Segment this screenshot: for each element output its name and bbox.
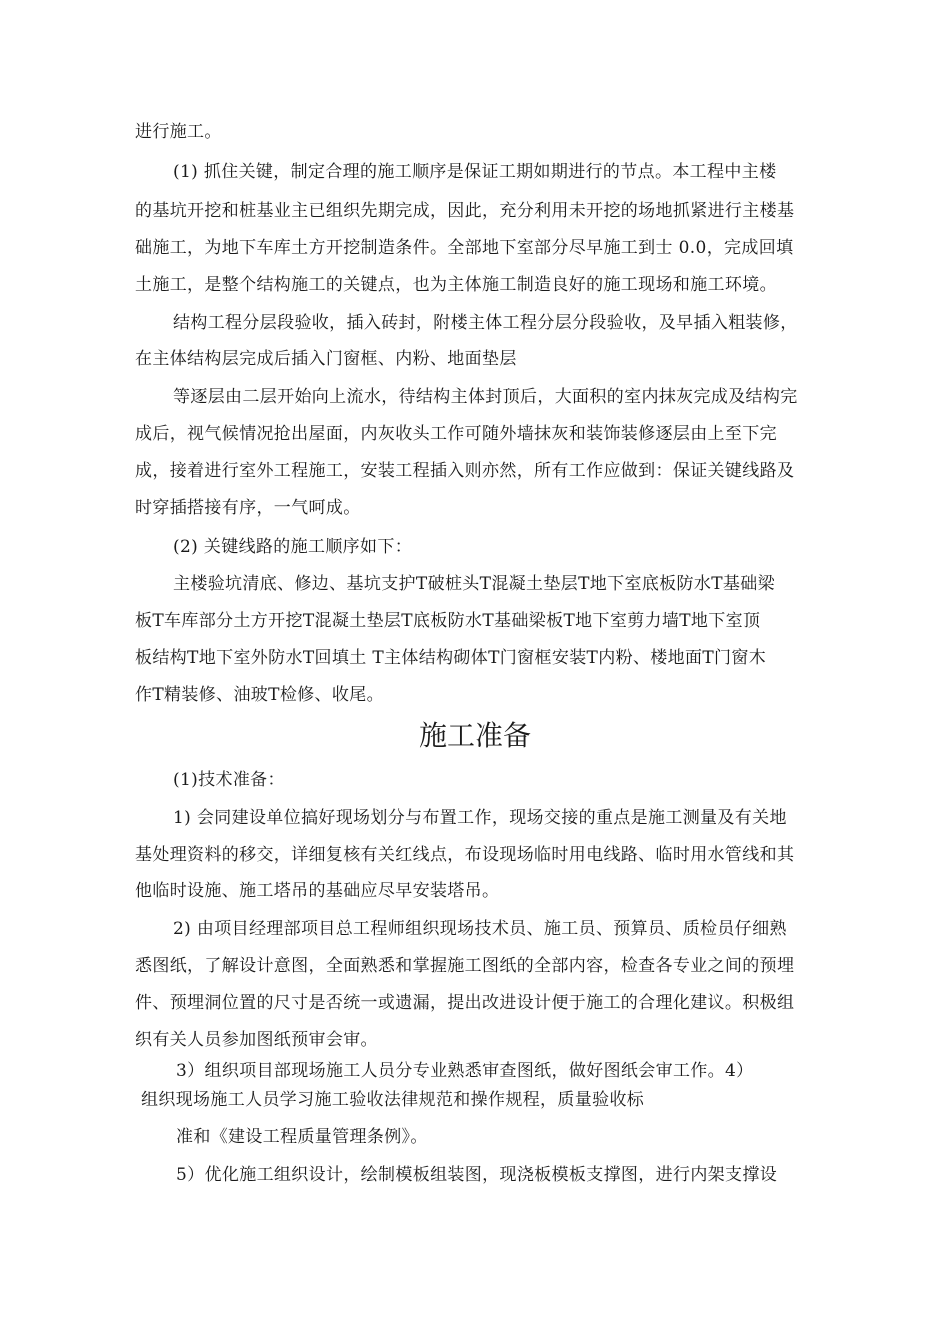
- text-line: 时穿插搭接有序，一气呵成。: [135, 498, 361, 518]
- text-line: 的基坑开挖和桩基业主已组织先期完成，因此，充分利用未开挖的场地抓紧进行主楼基: [135, 201, 795, 221]
- text-line: 成，接着进行室外工程施工，安装工程插入则亦然，所有工作应做到：保证关键线路及: [135, 461, 795, 481]
- text-line: 悉图纸，了解设计意图，全面熟悉和掌握施工图纸的全部内容，检查各专业之间的预埋: [135, 956, 795, 976]
- text-line: 进行施工。: [135, 122, 222, 142]
- text-line: (1) 抓住关键，制定合理的施工顺序是保证工期如期进行的节点。本工程中主楼: [173, 162, 777, 182]
- text-line: 板T车库部分土方开挖T混凝土垫层T底板防水T基础梁板T地下室剪力墙T地下室顶: [135, 611, 761, 631]
- text-line: 2) 由项目经理部项目总工程师组织现场技术员、施工员、预算员、质检员仔细熟: [173, 919, 787, 939]
- text-line: 主楼验坑清底、修边、基坑支护T破桩头T混凝土垫层T地下室底板防水T基础梁: [173, 574, 775, 594]
- text-line: 件、预埋洞位置的尺寸是否统一或遗漏，提出改进设计便于施工的合理化建议。积极组: [135, 993, 795, 1013]
- text-line: 基处理资料的移交，详细复核有关红线点，布设现场临时用电线路、临时用水管线和其: [135, 845, 795, 865]
- text-line: (2) 关键线路的施工顺序如下：: [173, 537, 413, 557]
- text-line: 础施工，为地下车库土方开挖制造条件。全部地下室部分尽早施工到士 0.0，完成回填: [135, 238, 794, 258]
- text-line: 在主体结构层完成后插入门窗框、内粉、地面垫层: [135, 349, 517, 369]
- text-line: (1)技术准备：: [173, 770, 285, 790]
- text-line: 组织现场施工人员学习施工验收法律规范和操作规程，质量验收标: [141, 1090, 645, 1110]
- text-line: 织有关人员参加图纸预审会审。: [135, 1030, 378, 1050]
- section-heading: 施工准备: [418, 719, 531, 752]
- text-line: 结构工程分层段验收，插入砖封，附楼主体工程分层分段验收，及早插入粗装修，: [173, 313, 798, 333]
- text-line: 板结构T地下室外防水T回填土 T主体结构砌体T门窗框安装T内粉、楼地面T门窗木: [135, 648, 767, 668]
- text-line: 成后，视气候情况抢出屋面，内灰收头工作可随外墙抹灰和装饰装修逐层由上至下完: [135, 424, 777, 444]
- text-line: 1) 会同建设单位搞好现场划分与布置工作，现场交接的重点是施工测量及有关地: [173, 808, 787, 828]
- text-line: 他临时设施、施工塔吊的基础应尽早安装塔吊。: [135, 881, 500, 901]
- text-line: 土施工，是整个结构施工的关键点，也为主体施工制造良好的施工现场和施工环境。: [135, 275, 777, 295]
- text-line: 3）组织项目部现场施工人员分专业熟悉审查图纸，做好图纸会审工作。4）: [176, 1061, 754, 1081]
- text-line: 5）优化施工组织设计，绘制模板组装图，现浇板模板支撑图，进行内架支撑设: [176, 1165, 778, 1185]
- text-line: 准和《建设工程质量管理条例》。: [176, 1127, 428, 1147]
- text-line: 等逐层由二层开始向上流水，待结构主体封顶后，大面积的室内抹灰完成及结构完: [173, 387, 798, 407]
- text-line: 作T精装修、油玻T检修、收尾。: [135, 685, 384, 705]
